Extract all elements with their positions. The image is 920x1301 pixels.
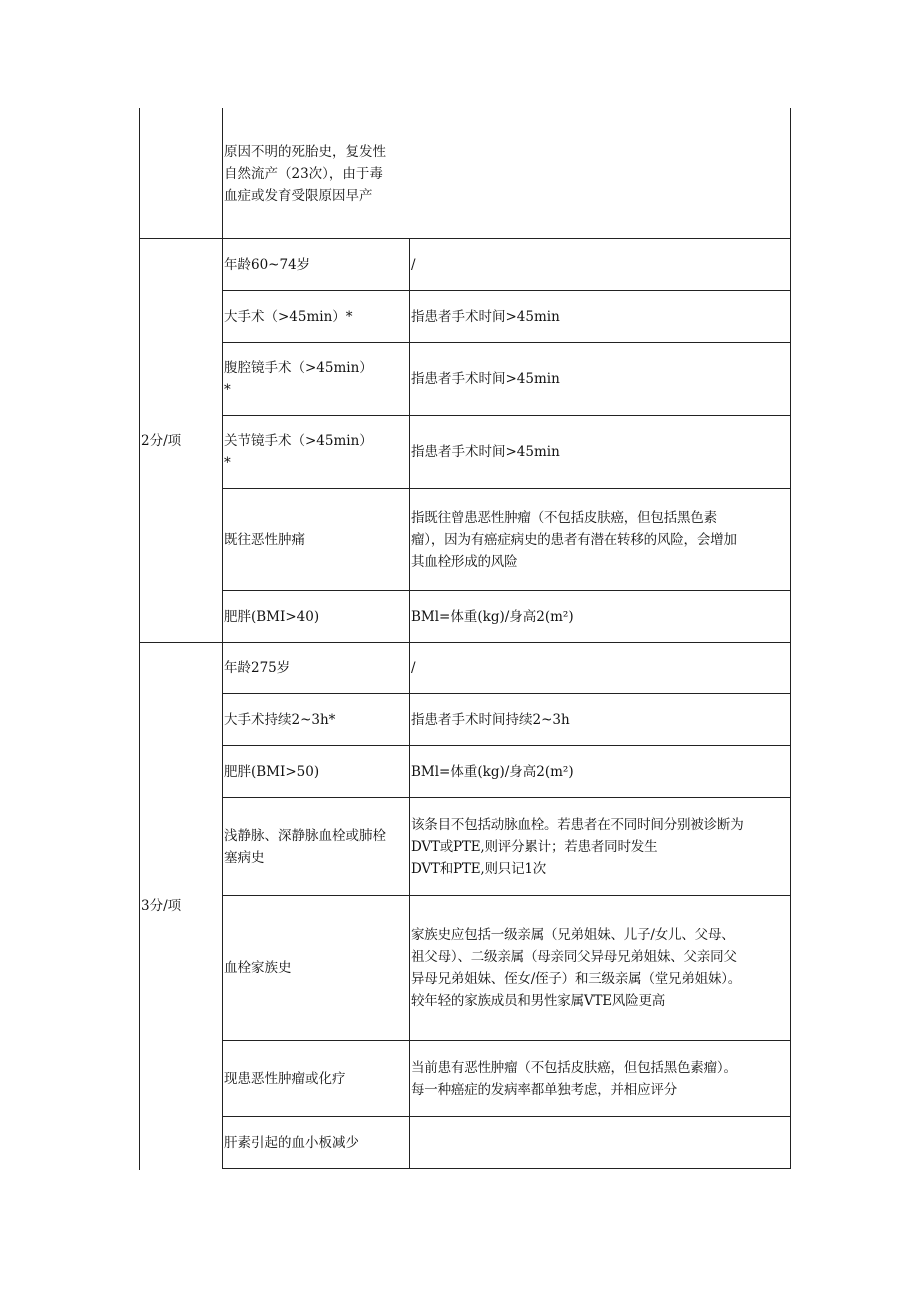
note-cell <box>409 1117 790 1168</box>
risk-factor-cell: 原因不明的死胎史，复发性 自然流产（23次），由于毒 血症或发育受限原因早产 <box>224 144 386 204</box>
note-cell: 指既往曾患恶性肿瘤（不包括皮肤癌，但包括黑色素 瘤），因为有癌症病史的患者有潜在转移的风险，会增加 其血栓形成的风险 <box>411 509 737 570</box>
score-group-2 <box>139 239 222 642</box>
note-cell: 家族史应包括一级亲属（兄弟姐妹、儿子/女儿、父母、 祖父母）、二级亲属（母亲同父异母兄弟姐妹、父亲同父 异母兄弟姐妹、侄女/侄子）和三级亲属（堂兄弟姐妹）。 较年轻的家族成员和男性家属VTE风险更高 <box>411 927 742 1009</box>
score-label: 2分/项 <box>141 432 182 449</box>
note-cell: 指患者手术时间>45min <box>411 444 560 460</box>
risk-factor-cell: 关节镜手术（>45min） * <box>224 433 373 471</box>
note-cell: / <box>411 256 416 273</box>
table-row <box>222 132 412 216</box>
note-cell: BMl=体重(kg)/身高2(m²) <box>411 608 574 625</box>
risk-factor-cell: 腹腔镜手术（>45min） * <box>224 360 373 398</box>
risk-factor-cell: 肥胖(BMI>40) <box>224 608 320 625</box>
risk-factor-cell: 现患恶性肿瘤或化疗 <box>224 1070 346 1087</box>
risk-factor-cell: 肥胖(BMI>50) <box>224 763 320 780</box>
note-cell: BMl=体重(kg)/身高2(m²) <box>411 763 574 780</box>
risk-factor-cell: 浅静脉、深静脉血栓或肺栓 塞病史 <box>224 827 386 866</box>
risk-factor-cell: 血栓家族史 <box>224 960 292 976</box>
note-cell: 指患者手术时间>45min <box>411 371 560 387</box>
table-border-bottom <box>222 1168 791 1169</box>
risk-factor-cell: 大手术（>45min）* <box>224 308 353 325</box>
note-cell: 当前患有恶性肿瘤（不包括皮肤癌，但包括黑色素瘤）。 每一种癌症的发病率都单独考虑，并相应评分 <box>411 1059 737 1098</box>
risk-factor-cell: 肝素引起的血小板减少 <box>224 1134 359 1151</box>
note-cell: 该条目不包括动脉血栓。若患者在不同时间分别被诊断为 DVT或PTE,则评分累计；若患者同时发生 DVT和PTE,则只记1次 <box>411 816 744 877</box>
score-label: 3分/项 <box>141 898 182 914</box>
risk-factor-cell: 年龄275岁 <box>224 660 291 676</box>
note-cell: 指患者手术时间>45min <box>411 308 560 325</box>
note-cell: 指患者手术时间持续2~3h <box>411 711 570 728</box>
score-group-3 <box>139 643 222 1169</box>
risk-factor-cell: 年龄60~74岁 <box>224 256 311 273</box>
risk-factor-cell: 既往恶性肿痛 <box>224 531 305 548</box>
table-border-right <box>790 108 791 1169</box>
risk-factor-cell: 大手术持续2~3h* <box>224 711 336 728</box>
note-cell: / <box>411 660 416 676</box>
